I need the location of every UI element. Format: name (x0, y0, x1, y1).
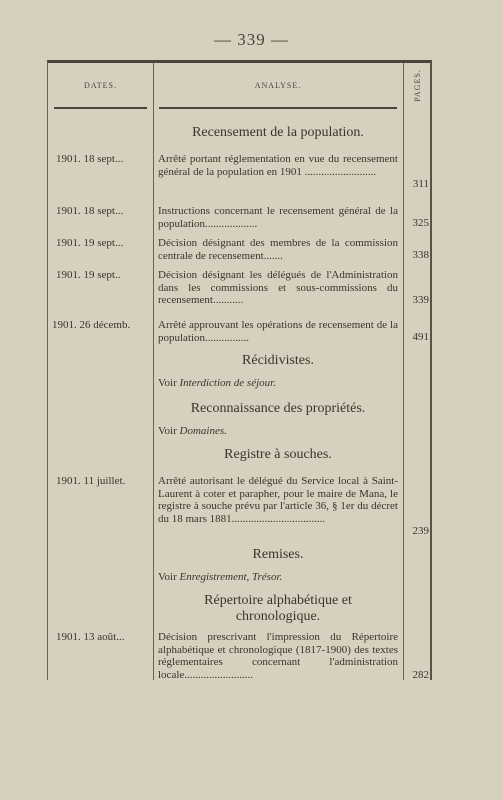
see-also (158, 377, 398, 389)
entry-text: Arrêté autorisant le délégué du Service local à Saint-Laurent à coter et parapher, pour le maire de Mana, le registre à souche prévu par l'article 36, § 1er du décret du 18 mars 1881.................................. (158, 475, 398, 525)
entry-date: 1901. 13 août... (56, 631, 125, 643)
header-pages-cell (403, 63, 431, 107)
entry-text: Arrêté portant réglementation en vue du recensement général de la population en 1901 .......................... (158, 153, 398, 178)
entry-date: 1901. 19 sept.. (56, 269, 121, 281)
see-also-label: Voir (158, 377, 177, 389)
entry-page: 339 (412, 294, 429, 306)
entry-page: 338 (412, 249, 429, 261)
entry-text: Décision désignant des membres de la commission centrale de recensement....... (158, 237, 398, 262)
see-also-label: Voir (158, 571, 177, 583)
entry-date: 1901. 18 sept... (56, 205, 124, 217)
header-rule-analyse (159, 107, 397, 109)
entry-date: 1901. 26 décemb. (52, 319, 131, 331)
entry-page: 311 (412, 178, 429, 190)
see-also-label: Voir (158, 425, 177, 437)
entry-text: Instructions concernant le recensement général de la population................... (158, 205, 398, 230)
entry-text: Arrêté approuvant les opérations de recensement de la population................ (158, 319, 398, 344)
see-also (158, 571, 398, 583)
entry-date: 1901. 19 sept... (56, 237, 124, 249)
entry-date: 1901. 18 sept... (56, 153, 124, 165)
entry-page: 491 (412, 331, 429, 343)
entry-page: 239 (412, 525, 429, 537)
section-title: Recensement de la population. (192, 125, 364, 140)
header-analyse: ANALYSE. (254, 80, 302, 90)
entry-date: 1901. 11 juillet. (56, 475, 126, 487)
see-also-ref: Domaines. (179, 425, 227, 437)
header-dates: DATES. (84, 80, 117, 90)
index-table (47, 60, 432, 680)
header-rule-dates (54, 107, 147, 109)
section-title: Récidivistes. (242, 353, 314, 368)
entry-page: 282 (412, 669, 429, 681)
page-number: — 339 — (214, 30, 289, 49)
column-divider-pages (403, 63, 404, 680)
section-title: Registre à souches. (224, 447, 332, 462)
entry-text: Décision désignant les délégués de l'Administration dans les commissions et sous-commissions du recensement........... (158, 269, 398, 306)
section-title: Reconnaissance des propriétés. (190, 401, 366, 416)
entry-page: 325 (412, 217, 429, 229)
header-pages: PAGES. (412, 68, 422, 102)
see-also (158, 425, 398, 437)
section-title: Remises. (252, 547, 304, 562)
see-also-ref: Enregistrement, Trésor. (179, 571, 283, 583)
see-also-ref: Interdiction de séjour. (179, 377, 276, 389)
entry-text: Décision prescrivant l'impression du Répertoire alphabétique et chronologique (1817-1900) des textes réglementaires concernant l'administration locale......................... (158, 631, 398, 681)
section-title: Répertoire alphabétique et chronologique. (204, 593, 352, 624)
